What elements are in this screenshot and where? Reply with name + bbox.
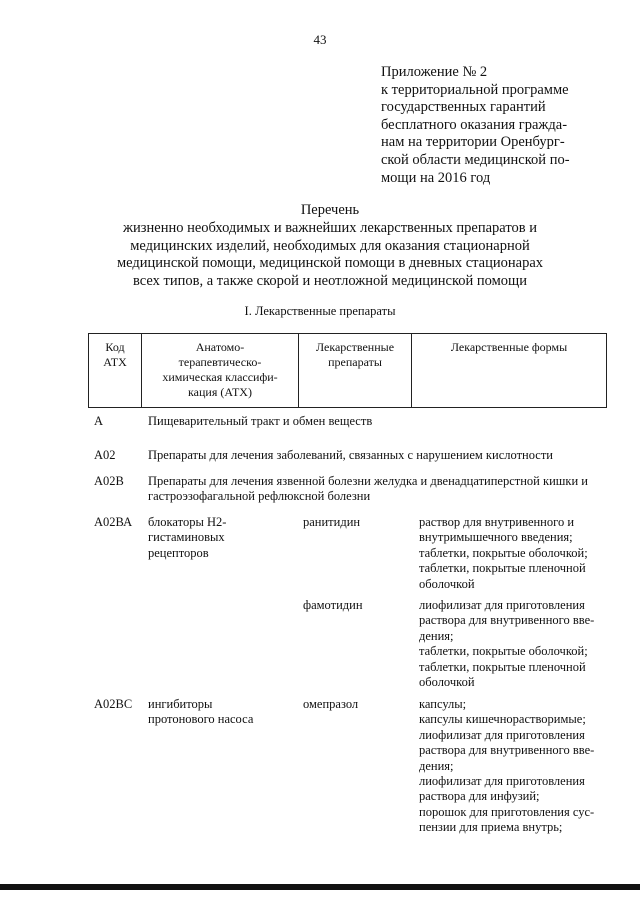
form-line: раствора для внутривенного вве-: [419, 613, 595, 628]
form-line: пензии для приема внутрь;: [419, 820, 563, 835]
drug-name: омепразол: [303, 697, 359, 711]
drug-name: фамотидин: [303, 598, 363, 612]
form-line: лиофилизат для приготовления: [419, 598, 585, 612]
page-bottom-rule: [0, 884, 640, 890]
header-text: кация (АТХ): [188, 385, 252, 399]
row-code: А02В: [94, 474, 124, 488]
page-number: 43: [313, 32, 327, 47]
form-line: таблетки, покрытые пленочной: [419, 561, 586, 576]
form-line: раствора для инфузий;: [419, 789, 540, 804]
header-text: Лекарственные формы: [450, 340, 568, 354]
header-dosage-forms: [412, 334, 606, 407]
appendix-line: ской области медицинской по-: [381, 151, 570, 168]
section-title: I. Лекарственные препараты: [244, 304, 396, 318]
dosage-forms: [419, 515, 614, 592]
form-line: дения;: [419, 628, 454, 643]
form-line: внутримышечного введения;: [419, 530, 573, 545]
dosage-forms: [419, 697, 614, 836]
group-line: ингибиторы: [148, 697, 213, 711]
header-classification: [142, 334, 298, 407]
header-code-atx: [89, 334, 141, 407]
form-line: лиофилизат для приготовления: [419, 774, 585, 789]
group-name: [148, 515, 298, 561]
header-text: Анатомо-: [195, 340, 245, 354]
header-text: АТХ: [103, 355, 127, 369]
list-title-line: медицинских изделий, необходимых для оказания стационарной: [130, 237, 530, 254]
description-line: гастроэзофагальной рефлюксной болезни: [148, 489, 371, 504]
list-title-line: жизненно необходимых и важнейших лекарственных препаратов и: [123, 219, 537, 236]
row-code: А: [94, 414, 104, 428]
group-line: рецепторов: [148, 545, 209, 560]
row-description: Пищеварительный тракт и обмен веществ: [148, 414, 373, 428]
drug-name: ранитидин: [303, 515, 361, 529]
list-title-line: медицинской помощи, медицинской помощи в дневных стационарах: [116, 255, 544, 272]
appendix-line: к территориальной программе: [381, 81, 569, 98]
form-line: таблетки, покрытые оболочкой;: [419, 545, 588, 560]
form-line: таблетки, покрытые пленочной: [419, 659, 586, 674]
row-description: [148, 474, 610, 505]
form-line: оболочкой: [419, 576, 475, 591]
row-code: А02: [94, 448, 116, 462]
appendix-note: [381, 64, 621, 187]
header-text: препараты: [328, 355, 382, 369]
row-code: А02ВС: [94, 697, 133, 711]
form-line: порошок для приготовления сус-: [419, 804, 595, 819]
form-line: лиофилизат для приготовления: [419, 727, 585, 742]
form-line: раствор для внутривенного и: [419, 515, 575, 529]
header-text: химическая классифи-: [162, 370, 278, 384]
group-line: гистаминовых: [148, 530, 225, 545]
header-text: Лекарственные: [315, 340, 395, 354]
list-title: [60, 202, 600, 291]
group-line: протонового насоса: [148, 712, 254, 727]
header-text: терапевтическо-: [178, 355, 262, 369]
appendix-line: мощи на 2016 год: [381, 169, 491, 186]
group-line: блокаторы Н2-: [148, 515, 227, 529]
description-line: Препараты для лечения язвенной болезни желудка и двенадцатиперстной кишки и: [148, 474, 588, 488]
form-line: оболочкой: [419, 675, 475, 690]
form-line: капсулы кишечнорастворимые;: [419, 712, 586, 727]
form-line: таблетки, покрытые оболочкой;: [419, 644, 588, 659]
header-text: Код: [105, 340, 125, 354]
appendix-line: Приложение № 2: [381, 64, 488, 80]
row-code: А02ВА: [94, 515, 133, 529]
dosage-forms: [419, 598, 614, 690]
list-title-line: всех типов, а также скорой и неотложной медицинской помощи: [133, 273, 527, 290]
table-header: [88, 333, 607, 408]
form-line: дения;: [419, 758, 454, 773]
row-description: Препараты для лечения заболеваний, связанных с нарушением кислотности: [148, 448, 553, 462]
form-line: раствора для внутривенного вве-: [419, 743, 595, 758]
appendix-line: государственных гарантий: [381, 99, 546, 116]
appendix-line: нам на территории Оренбург-: [381, 134, 565, 151]
header-drugs: [299, 334, 411, 407]
list-heading: Перечень: [300, 202, 360, 218]
appendix-line: бесплатного оказания гражда-: [381, 116, 568, 133]
group-name: [148, 697, 298, 728]
form-line: капсулы;: [419, 697, 467, 711]
